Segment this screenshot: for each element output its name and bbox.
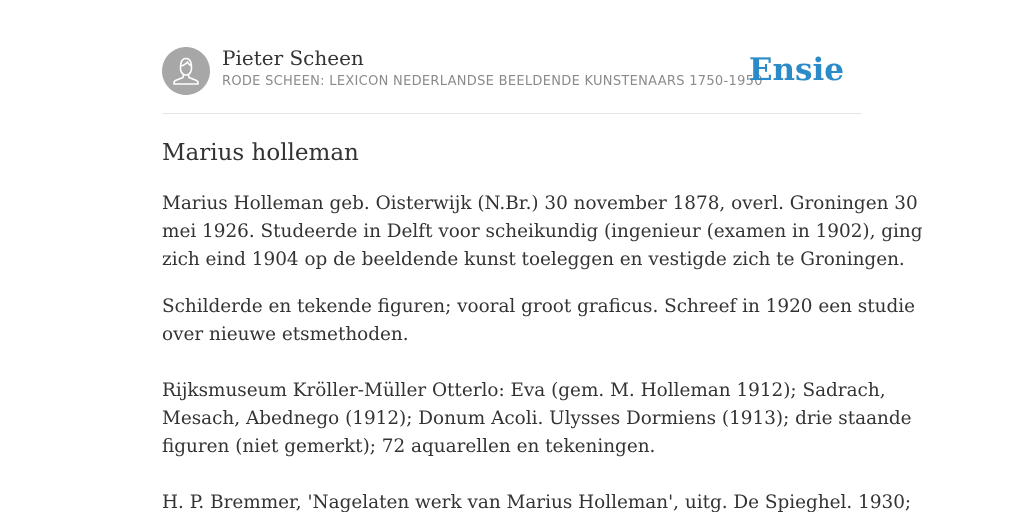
line-break — [162, 349, 862, 377]
article-header — [162, 46, 862, 96]
text-line: Mesach, Abednego (1912); Donum Acoli. Ulysses Dormiens (1913); drie staande — [162, 408, 912, 429]
text-line: figuren (niet gemerkt); 72 aquarellen en tekeningen. — [162, 436, 656, 457]
text-line: mei 1926. Studeerde in Delft voor scheikundig (ingenieur (examen in 1902), ging — [162, 221, 923, 242]
article-body — [162, 190, 923, 512]
paragraph-biography — [162, 190, 923, 274]
source-label[interactable]: RODE SCHEEN: LEXICON NEDERLANDSE BEELDENDE KUNSTENAARS 1750-1950 — [222, 74, 763, 89]
text-line: zich eind 1904 op de beeldende kunst toeleggen en vestigde zich te Groningen. — [162, 249, 905, 270]
text-line: over nieuwe etsmethoden. — [162, 324, 409, 345]
author-name[interactable]: Pieter Scheen — [222, 46, 364, 70]
article-title: Marius holleman — [162, 140, 359, 166]
text-line: H. P. Bremmer, 'Nagelaten werk van Marius Holleman', uitg. De Spieghel. 1930; — [162, 492, 912, 512]
header-divider — [162, 113, 862, 114]
ensie-logo[interactable]: Ensie — [748, 52, 844, 88]
paragraph-works — [162, 293, 915, 512]
user-icon — [162, 47, 210, 95]
text-line: Rijksmuseum Kröller-Müller Otterlo: Eva (gem. M. Holleman 1912); Sadrach, — [162, 380, 886, 401]
author-avatar[interactable] — [162, 47, 210, 95]
line-break — [162, 461, 862, 489]
text-line: Marius Holleman geb. Oisterwijk (N.Br.) 30 november 1878, overl. Groningen 30 — [162, 193, 918, 214]
text-line: Schilderde en tekende figuren; vooral groot graficus. Schreef in 1920 een studie — [162, 296, 915, 317]
